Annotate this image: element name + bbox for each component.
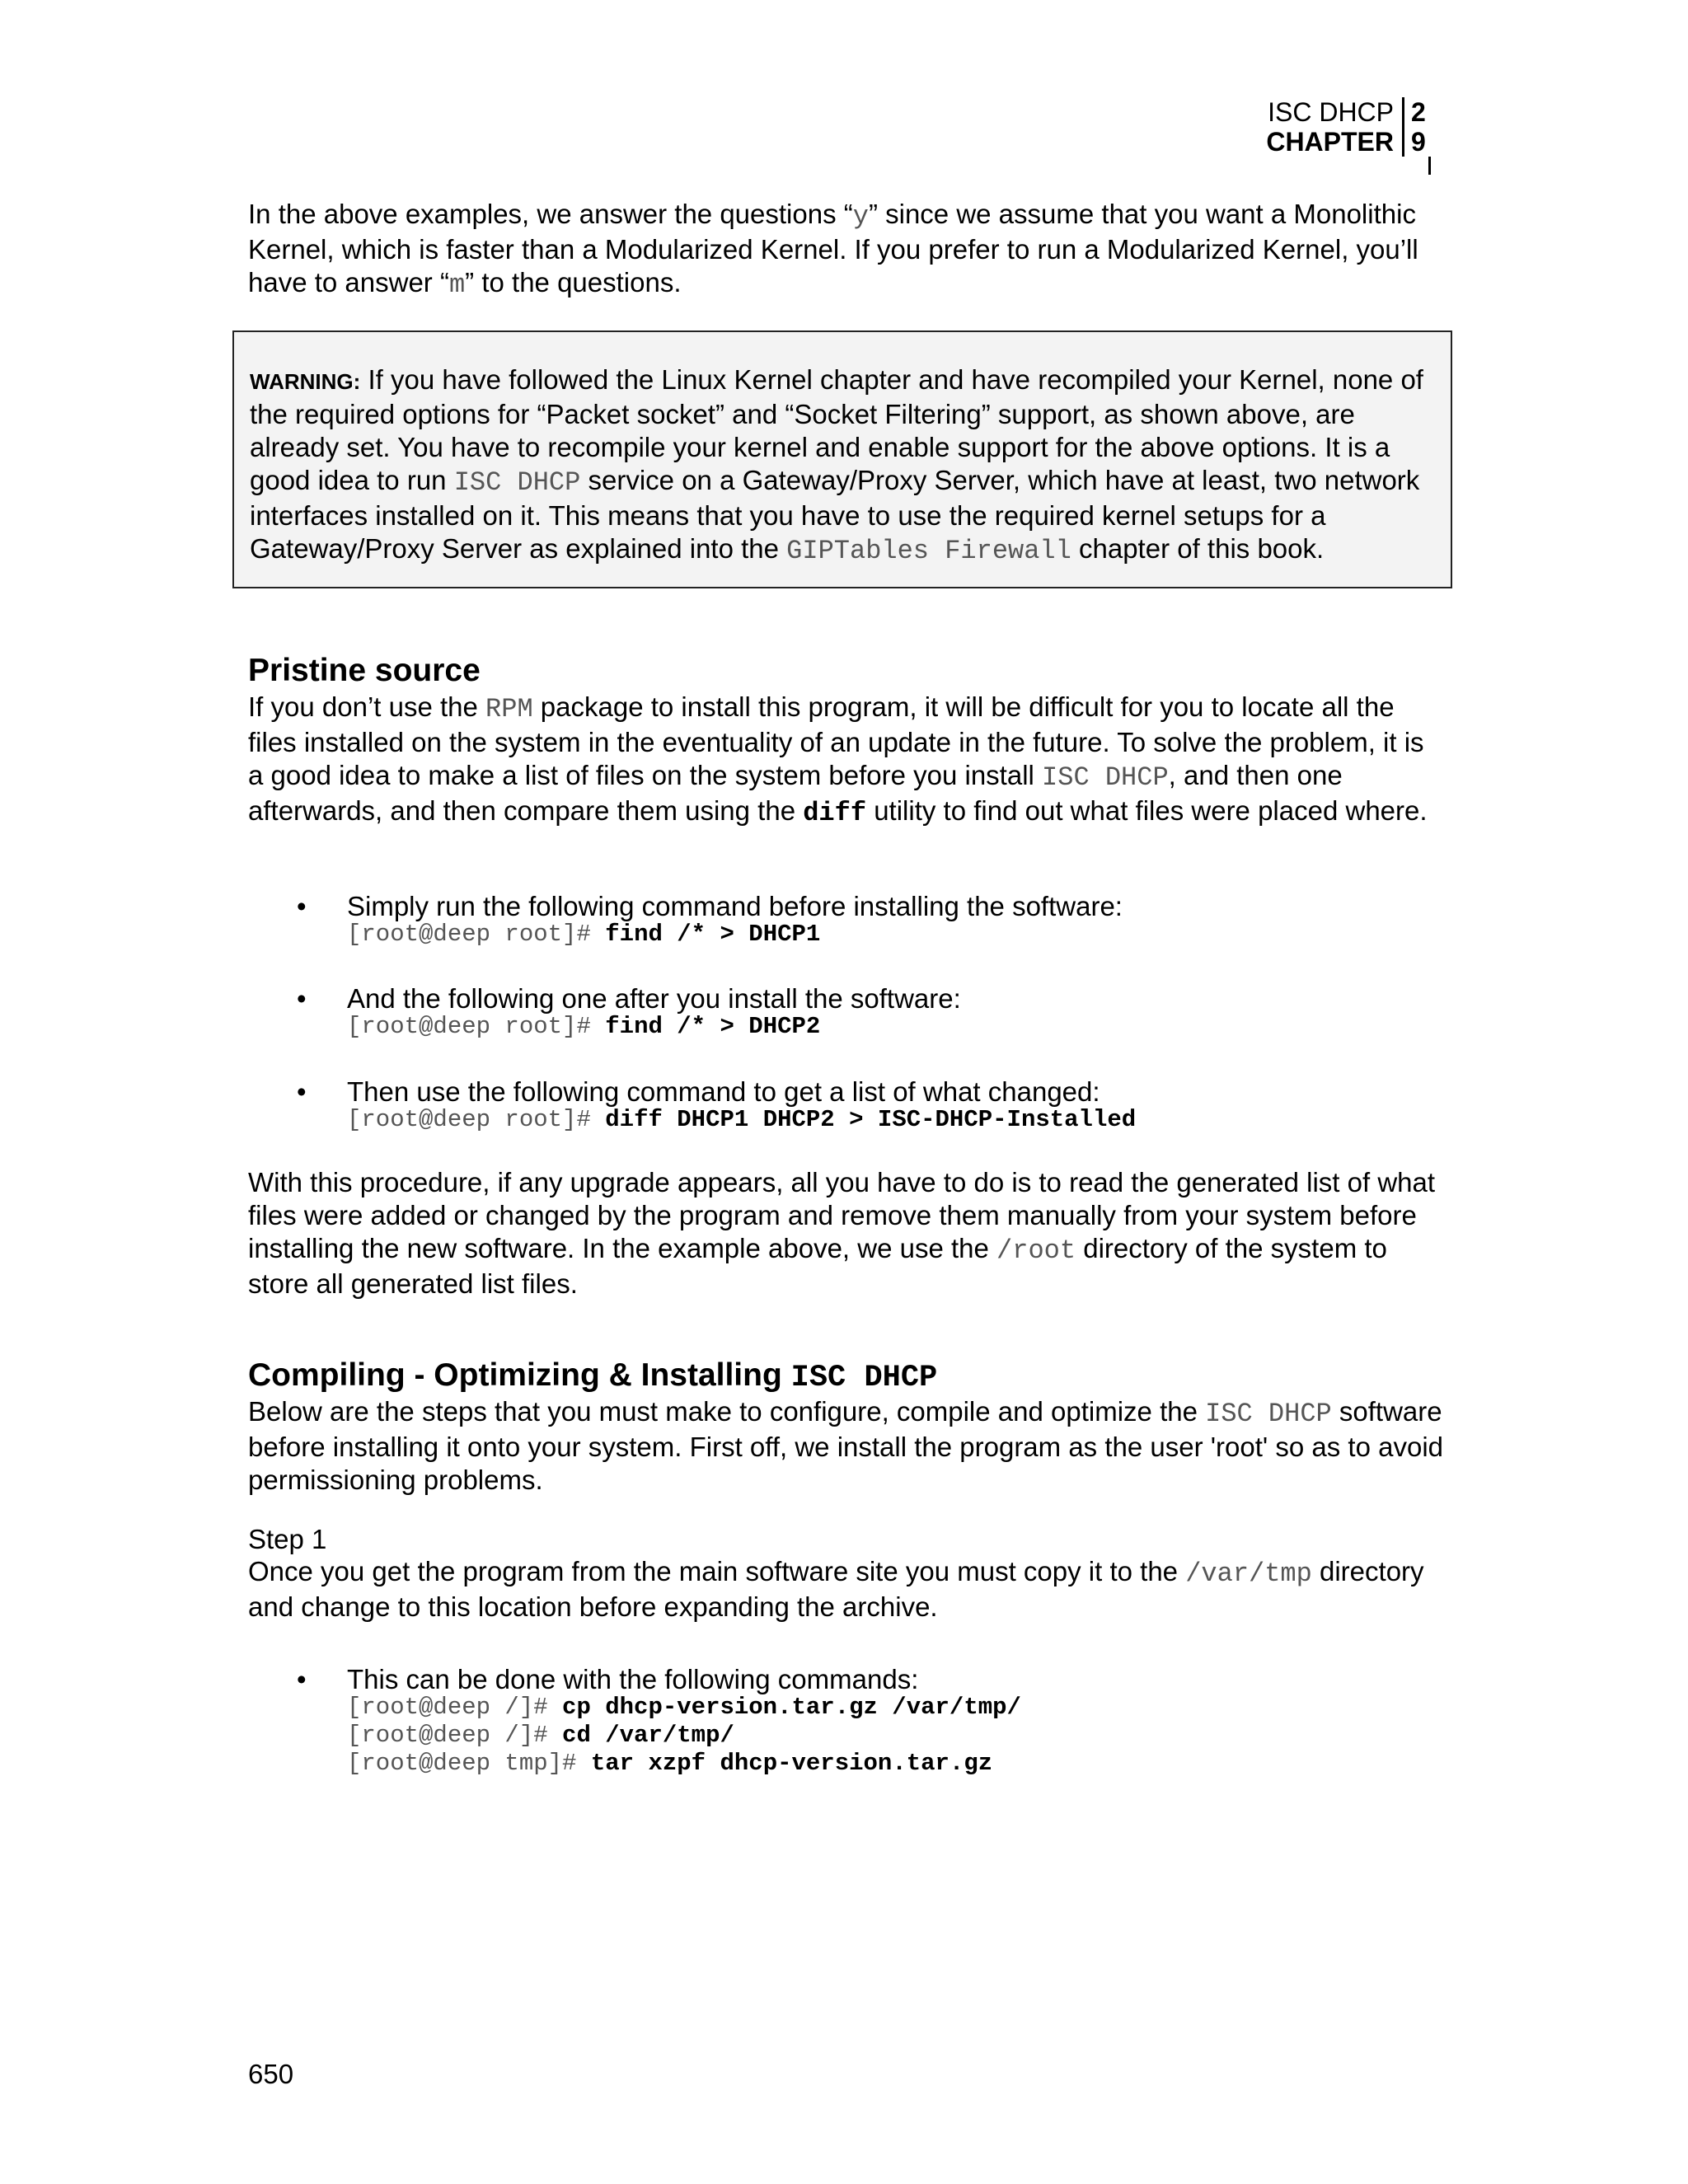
bullet-text-4: This can be done with the following commands:	[347, 1664, 919, 1694]
header-title: ISC DHCP	[1268, 97, 1394, 127]
intro-paragraph	[248, 198, 1443, 302]
procedure-paragraph	[248, 1166, 1443, 1301]
intro-text-1: In the above examples, we answer the questions “	[248, 199, 853, 229]
pristine-text-2: package to install this program, it will be difficult for you to locate all the files installed on the system in the eventuality of an update in the future. To solve the problem, it is a good idea to make a list of files on the system before you install	[248, 691, 1424, 790]
compiling-paragraph	[248, 1395, 1443, 1497]
pristine-text-4: utility to find out what files were placed where.	[866, 795, 1428, 826]
command-line-6	[347, 1750, 992, 1778]
warning-text-2: service on a Gateway/Proxy Server, which have at least, two network interfaces installed on it. This means that you have to use the required kernel setups for a Gateway/Proxy Server as explained into the	[250, 465, 1420, 564]
pristine-heading: Pristine source	[248, 653, 481, 688]
command-line-5	[347, 1722, 734, 1750]
command-line-2	[347, 1013, 820, 1041]
command-text: find /* > DHCP2	[605, 1013, 821, 1040]
procedure-text-2: directory of the system to store all generated list files.	[248, 1233, 1387, 1299]
command-text: diff DHCP1 DHCP2 > ISC-DHCP-Installed	[605, 1106, 1137, 1133]
command-prompt: [root@deep root]#	[347, 921, 591, 948]
header-divider	[1428, 157, 1431, 175]
header-chapter-digit-2: 9	[1402, 127, 1431, 157]
procedure-text-1: With this procedure, if any upgrade appears, all you have to do is to read the generated list of what files were added or changed by the program and remove them manually from your system before installing the new software. In the example above, we use the	[248, 1167, 1436, 1263]
warning-text-1: If you have followed the Linux Kernel chapter and have recompiled your Kernel, none of the required options for “Packet socket” and “Socket Filtering” support, as shown above, are already set. You have to recompile your kernel and enable support for the above options. It is a good idea to run	[250, 364, 1423, 495]
pristine-code-isc-dhcp: ISC DHCP	[1042, 762, 1169, 793]
command-prompt: [root@deep root]#	[347, 1013, 591, 1040]
command-text: tar xzpf dhcp-version.tar.gz	[590, 1750, 993, 1777]
step-paragraph	[248, 1555, 1443, 1624]
pristine-code-rpm: RPM	[485, 694, 533, 724]
compiling-text-2: software before installing it onto your system. First off, we install the program as the user 'root' so as to avoid permissioning problems.	[248, 1396, 1444, 1495]
warning-text	[250, 363, 1434, 568]
compiling-heading-text: Compiling - Optimizing & Installing	[248, 1357, 791, 1393]
pristine-paragraph	[248, 691, 1443, 830]
bullet-text-2: And the following one after you install the software:	[347, 983, 961, 1014]
bullet-text-1: Simply run the following command before installing the software:	[347, 891, 1123, 921]
pristine-text-3: , and then one afterwards, and then compare them using the	[248, 760, 1343, 826]
bullet-text-3: Then use the following command to get a list of what changed:	[347, 1076, 1100, 1107]
pristine-text-1: If you don’t use the	[248, 691, 486, 722]
header-chapter-digit-1: 2	[1402, 97, 1431, 127]
step-label: Step 1	[248, 1524, 327, 1554]
step-text-1: Once you get the program from the main software site you must copy it to the	[248, 1556, 1186, 1586]
command-prompt: [root@deep tmp]#	[347, 1750, 577, 1777]
command-text: find /* > DHCP1	[605, 921, 821, 948]
intro-text-3: ” to the questions.	[465, 267, 682, 298]
command-line-1	[347, 921, 820, 949]
compiling-code-isc-dhcp: ISC DHCP	[1205, 1399, 1332, 1429]
command-line-3	[347, 1106, 1136, 1134]
intro-code-m: m	[448, 269, 466, 300]
header-chapter-label: CHAPTER	[1266, 127, 1394, 157]
bullet-icon: •	[297, 1664, 307, 1694]
page-number: 650	[248, 2059, 294, 2089]
bullet-icon: •	[297, 983, 307, 1014]
procedure-code-root: /root	[996, 1235, 1076, 1266]
warning-text-3: chapter of this book.	[1071, 533, 1325, 564]
step-text-2: directory and change to this location before expanding the archive.	[248, 1556, 1424, 1622]
warning-label: WARNING:	[250, 369, 361, 394]
command-text: cp dhcp-version.tar.gz /var/tmp/	[562, 1694, 1021, 1721]
step-code-var-tmp: /var/tmp	[1185, 1558, 1312, 1589]
running-header	[1101, 97, 1431, 157]
command-prompt: [root@deep root]#	[347, 1106, 591, 1133]
intro-text-2: ” since we assume that you want a Monolithic Kernel, which is faster than a Modularized Kernel. If you prefer to run a Modularized Kernel, you’ll have to answer “	[248, 199, 1418, 298]
intro-code-y: y	[852, 201, 869, 232]
command-prompt: [root@deep /]#	[347, 1722, 548, 1749]
bullet-icon: •	[297, 891, 307, 921]
bullet-icon: •	[297, 1076, 307, 1107]
compiling-heading	[248, 1357, 937, 1396]
pristine-code-diff: diff	[803, 798, 867, 828]
warning-code-isc-dhcp: ISC DHCP	[453, 467, 581, 498]
command-line-4	[347, 1694, 1021, 1722]
compiling-heading-code: ISC DHCP	[790, 1361, 938, 1395]
warning-code-giptables: GIPTables Firewall	[786, 536, 1071, 566]
compiling-text-1: Below are the steps that you must make to configure, compile and optimize the	[248, 1396, 1206, 1427]
warning-box	[232, 330, 1452, 588]
command-text: cd /var/tmp/	[562, 1722, 734, 1749]
command-prompt: [root@deep /]#	[347, 1694, 548, 1721]
